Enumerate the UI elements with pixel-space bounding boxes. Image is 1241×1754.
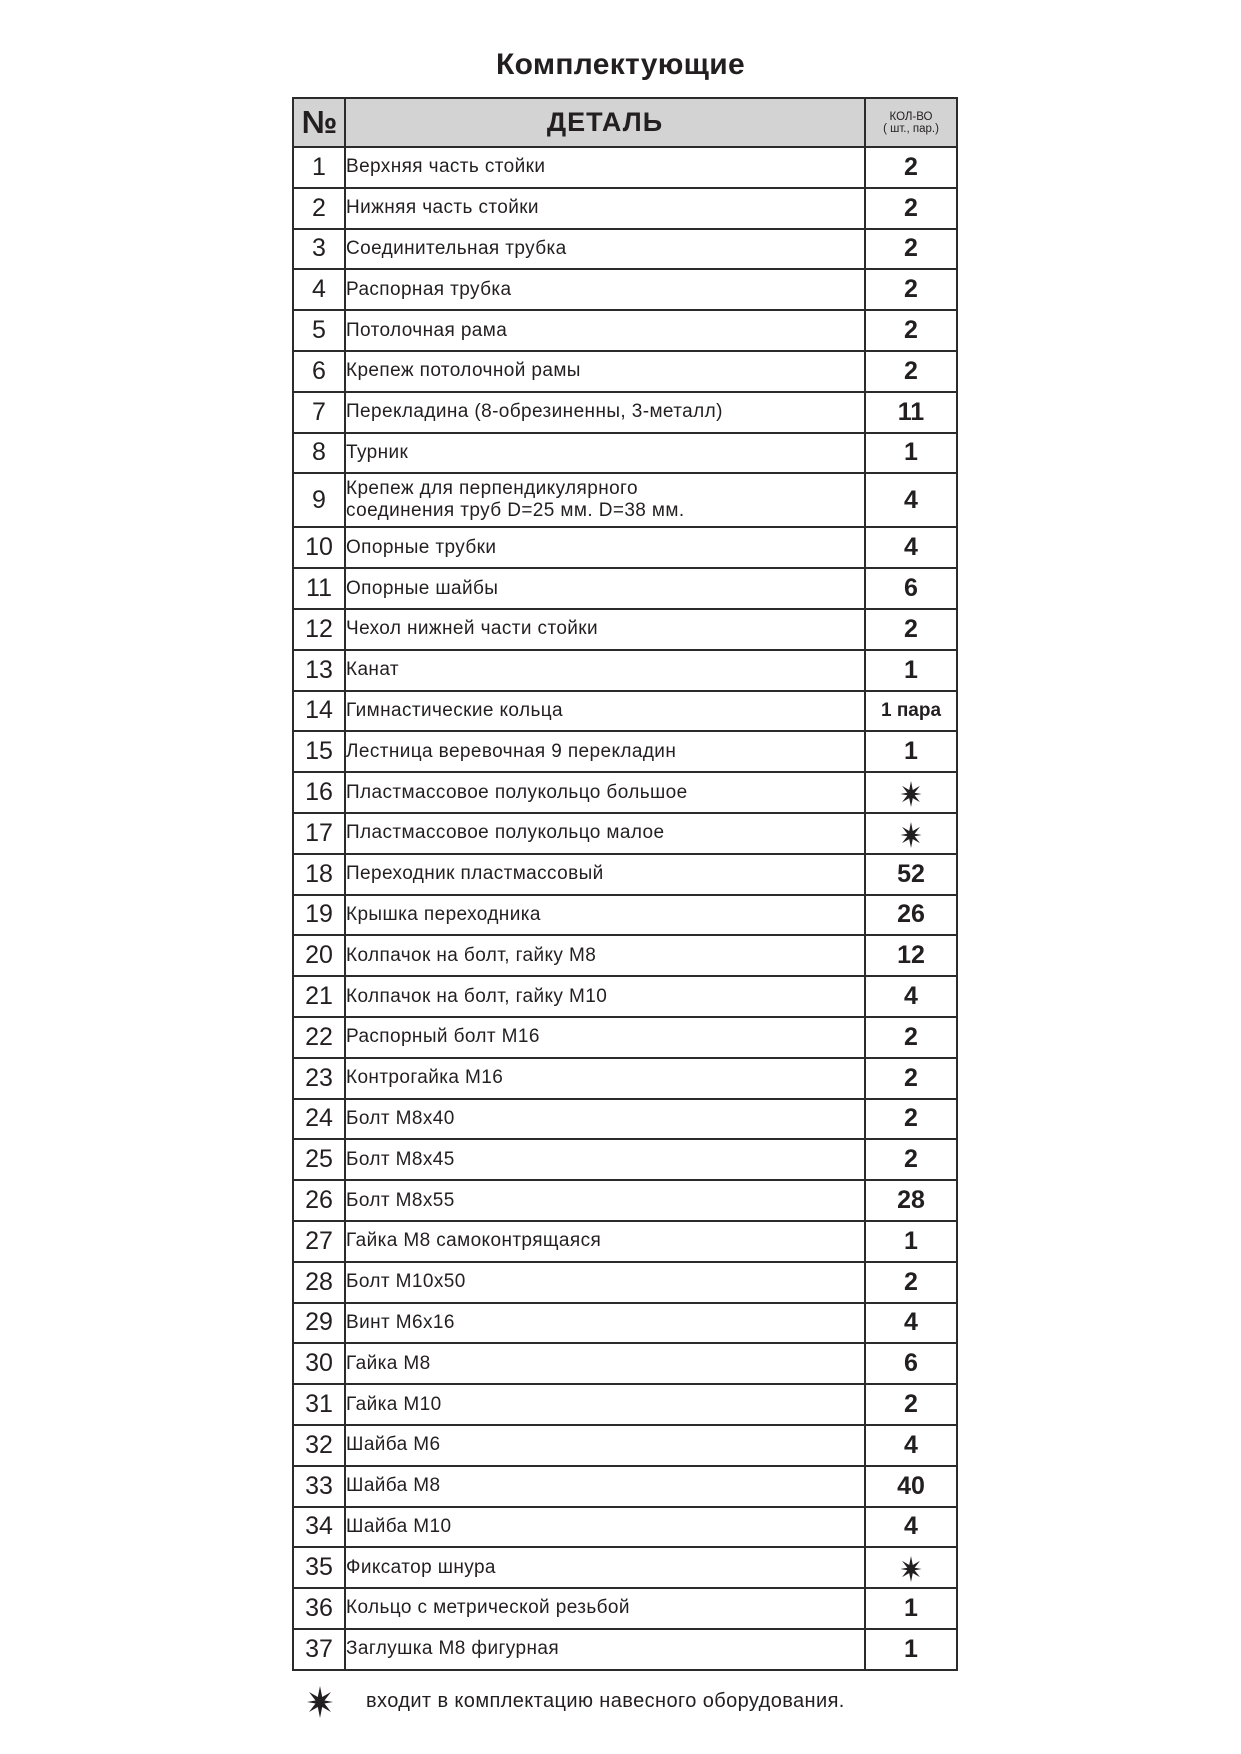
part-name: Шайба М10 xyxy=(345,1507,865,1548)
parts-table xyxy=(292,97,958,1671)
part-name-line-1: Крепеж для перпендикулярного xyxy=(346,478,638,500)
part-quantity: 6 xyxy=(865,568,957,609)
part-name: Колпачок на болт, гайку М10 xyxy=(345,976,865,1017)
part-name: Потолочная рама xyxy=(345,310,865,351)
table-row xyxy=(293,609,957,650)
part-quantity: 1 xyxy=(865,1588,957,1629)
table-row xyxy=(293,269,957,310)
part-quantity: 28 xyxy=(865,1180,957,1221)
row-number: 37 xyxy=(293,1629,345,1670)
part-quantity: 4 xyxy=(865,976,957,1017)
part-name: Болт М8х45 xyxy=(345,1139,865,1180)
part-quantity: 2 xyxy=(865,229,957,270)
table-row xyxy=(293,1629,957,1670)
header-quantity-units: ( шт., пар.) xyxy=(883,122,939,135)
table-row xyxy=(293,1099,957,1140)
header-part: ДЕТАЛЬ xyxy=(345,98,865,147)
row-number: 35 xyxy=(293,1547,345,1588)
part-name: Болт М8х55 xyxy=(345,1180,865,1221)
part-quantity: 2 xyxy=(865,1384,957,1425)
row-number: 18 xyxy=(293,854,345,895)
table-row xyxy=(293,650,957,691)
row-number: 10 xyxy=(293,527,345,568)
part-quantity: 2 xyxy=(865,1262,957,1303)
part-quantity: 12 xyxy=(865,935,957,976)
header-number: № xyxy=(293,98,345,147)
part-quantity: 2 xyxy=(865,269,957,310)
row-number: 2 xyxy=(293,188,345,229)
part-quantity: 2 xyxy=(865,609,957,650)
part-quantity: 1 xyxy=(865,650,957,691)
table-row xyxy=(293,392,957,433)
row-number: 24 xyxy=(293,1099,345,1140)
part-quantity: 26 xyxy=(865,895,957,936)
row-number: 30 xyxy=(293,1343,345,1384)
table-row xyxy=(293,813,957,854)
part-name: Гимнастические кольца xyxy=(345,691,865,732)
part-name: Пластмассовое полукольцо большое xyxy=(345,772,865,813)
row-number: 3 xyxy=(293,229,345,270)
table-row xyxy=(293,1221,957,1262)
table-row xyxy=(293,433,957,474)
row-number: 26 xyxy=(293,1180,345,1221)
table-row xyxy=(293,691,957,732)
row-number: 1 xyxy=(293,147,345,188)
part-name: Канат xyxy=(345,650,865,691)
row-number: 33 xyxy=(293,1466,345,1507)
row-number: 5 xyxy=(293,310,345,351)
row-number: 36 xyxy=(293,1588,345,1629)
table-row xyxy=(293,854,957,895)
part-name: Кольцо с метрической резьбой xyxy=(345,1588,865,1629)
table-row xyxy=(293,1180,957,1221)
table-row xyxy=(293,568,957,609)
part-name: Перекладина (8-обрезиненны, 3-металл) xyxy=(345,392,865,433)
table-row xyxy=(293,731,957,772)
part-name: Распорная трубка xyxy=(345,269,865,310)
part-name: Крепеж потолочной рамы xyxy=(345,351,865,392)
part-quantity: 2 xyxy=(865,1058,957,1099)
part-name-line-2: соединения труб D=25 мм. D=38 мм. xyxy=(346,500,685,522)
star-icon xyxy=(865,1547,957,1588)
table-row xyxy=(293,1017,957,1058)
table-row xyxy=(293,473,957,527)
part-name: Верхняя часть стойки xyxy=(345,147,865,188)
part-quantity: 4 xyxy=(865,527,957,568)
table-row xyxy=(293,1139,957,1180)
header-quantity-label: КОЛ-ВО xyxy=(889,110,933,123)
row-number: 12 xyxy=(293,609,345,650)
table-row xyxy=(293,1466,957,1507)
row-number: 15 xyxy=(293,731,345,772)
table-row xyxy=(293,1262,957,1303)
row-number: 17 xyxy=(293,813,345,854)
part-quantity: 40 xyxy=(865,1466,957,1507)
table-row xyxy=(293,935,957,976)
part-name: Шайба М8 xyxy=(345,1466,865,1507)
part-quantity: 2 xyxy=(865,188,957,229)
part-quantity: 11 xyxy=(865,392,957,433)
table-row xyxy=(293,527,957,568)
part-quantity: 1 xyxy=(865,1221,957,1262)
part-quantity: 2 xyxy=(865,351,957,392)
table-row xyxy=(293,1343,957,1384)
part-name: Фиксатор шнура xyxy=(345,1547,865,1588)
star-icon xyxy=(300,1684,340,1718)
part-name: Гайка М8 xyxy=(345,1343,865,1384)
part-name: Колпачок на болт, гайку М8 xyxy=(345,935,865,976)
star-icon xyxy=(865,772,957,813)
part-name: Болт М8х40 xyxy=(345,1099,865,1140)
row-number: 4 xyxy=(293,269,345,310)
row-number: 32 xyxy=(293,1425,345,1466)
table-header-row xyxy=(293,98,957,147)
table-row xyxy=(293,1507,957,1548)
row-number: 13 xyxy=(293,650,345,691)
table-row xyxy=(293,1425,957,1466)
table-row xyxy=(293,229,957,270)
part-quantity: 2 xyxy=(865,1139,957,1180)
row-number: 21 xyxy=(293,976,345,1017)
row-number: 11 xyxy=(293,568,345,609)
part-name: Чехол нижней части стойки xyxy=(345,609,865,650)
part-name: Пластмассовое полукольцо малое xyxy=(345,813,865,854)
part-name: Винт М6х16 xyxy=(345,1303,865,1344)
part-quantity: 2 xyxy=(865,147,957,188)
footnote-text: входит в комплектацию навесного оборудования. xyxy=(366,1689,845,1712)
row-number: 25 xyxy=(293,1139,345,1180)
table-row xyxy=(293,1547,957,1588)
table-row xyxy=(293,1588,957,1629)
part-name: Переходник пластмассовый xyxy=(345,854,865,895)
part-quantity: 4 xyxy=(865,1425,957,1466)
table-row xyxy=(293,351,957,392)
row-number: 6 xyxy=(293,351,345,392)
part-name: Гайка М10 xyxy=(345,1384,865,1425)
table-row xyxy=(293,772,957,813)
part-name: Распорный болт М16 xyxy=(345,1017,865,1058)
row-number: 23 xyxy=(293,1058,345,1099)
part-name: Заглушка М8 фигурная xyxy=(345,1629,865,1670)
part-name: Соединительная трубка xyxy=(345,229,865,270)
table-row xyxy=(293,976,957,1017)
row-number: 20 xyxy=(293,935,345,976)
part-quantity: 4 xyxy=(865,1507,957,1548)
row-number: 29 xyxy=(293,1303,345,1344)
part-name: Опорные шайбы xyxy=(345,568,865,609)
row-number: 28 xyxy=(293,1262,345,1303)
part-quantity: 2 xyxy=(865,310,957,351)
part-name: Нижняя часть стойки xyxy=(345,188,865,229)
row-number: 16 xyxy=(293,772,345,813)
table-row xyxy=(293,310,957,351)
row-number: 9 xyxy=(293,473,345,527)
part-quantity: 52 xyxy=(865,854,957,895)
part-name: Болт М10х50 xyxy=(345,1262,865,1303)
part-quantity: 2 xyxy=(865,1099,957,1140)
part-name: Контрогайка М16 xyxy=(345,1058,865,1099)
part-quantity: 1 xyxy=(865,731,957,772)
part-name: Лестница веревочная 9 перекладин xyxy=(345,731,865,772)
table-row xyxy=(293,1384,957,1425)
part-quantity: 4 xyxy=(865,1303,957,1344)
part-quantity: 6 xyxy=(865,1343,957,1384)
page-title: Комплектующие xyxy=(496,48,745,81)
row-number: 8 xyxy=(293,433,345,474)
part-quantity: 4 xyxy=(865,473,957,527)
header-quantity xyxy=(865,98,957,147)
table-row xyxy=(293,1058,957,1099)
row-number: 14 xyxy=(293,691,345,732)
part-name: Крышка переходника xyxy=(345,895,865,936)
part-name: Гайка М8 самоконтрящаяся xyxy=(345,1221,865,1262)
part-quantity: 1 xyxy=(865,433,957,474)
row-number: 31 xyxy=(293,1384,345,1425)
table-row xyxy=(293,188,957,229)
row-number: 7 xyxy=(293,392,345,433)
part-quantity: 1 пара xyxy=(865,691,957,732)
part-quantity: 2 xyxy=(865,1017,957,1058)
footnote xyxy=(300,1683,845,1719)
part-name: Опорные трубки xyxy=(345,527,865,568)
row-number: 22 xyxy=(293,1017,345,1058)
table-row xyxy=(293,1303,957,1344)
part-name: Турник xyxy=(345,433,865,474)
part-quantity: 1 xyxy=(865,1629,957,1670)
table-row xyxy=(293,895,957,936)
row-number: 34 xyxy=(293,1507,345,1548)
part-name xyxy=(345,473,865,527)
part-name: Шайба М6 xyxy=(345,1425,865,1466)
row-number: 27 xyxy=(293,1221,345,1262)
table-row xyxy=(293,147,957,188)
star-icon xyxy=(865,813,957,854)
row-number: 19 xyxy=(293,895,345,936)
